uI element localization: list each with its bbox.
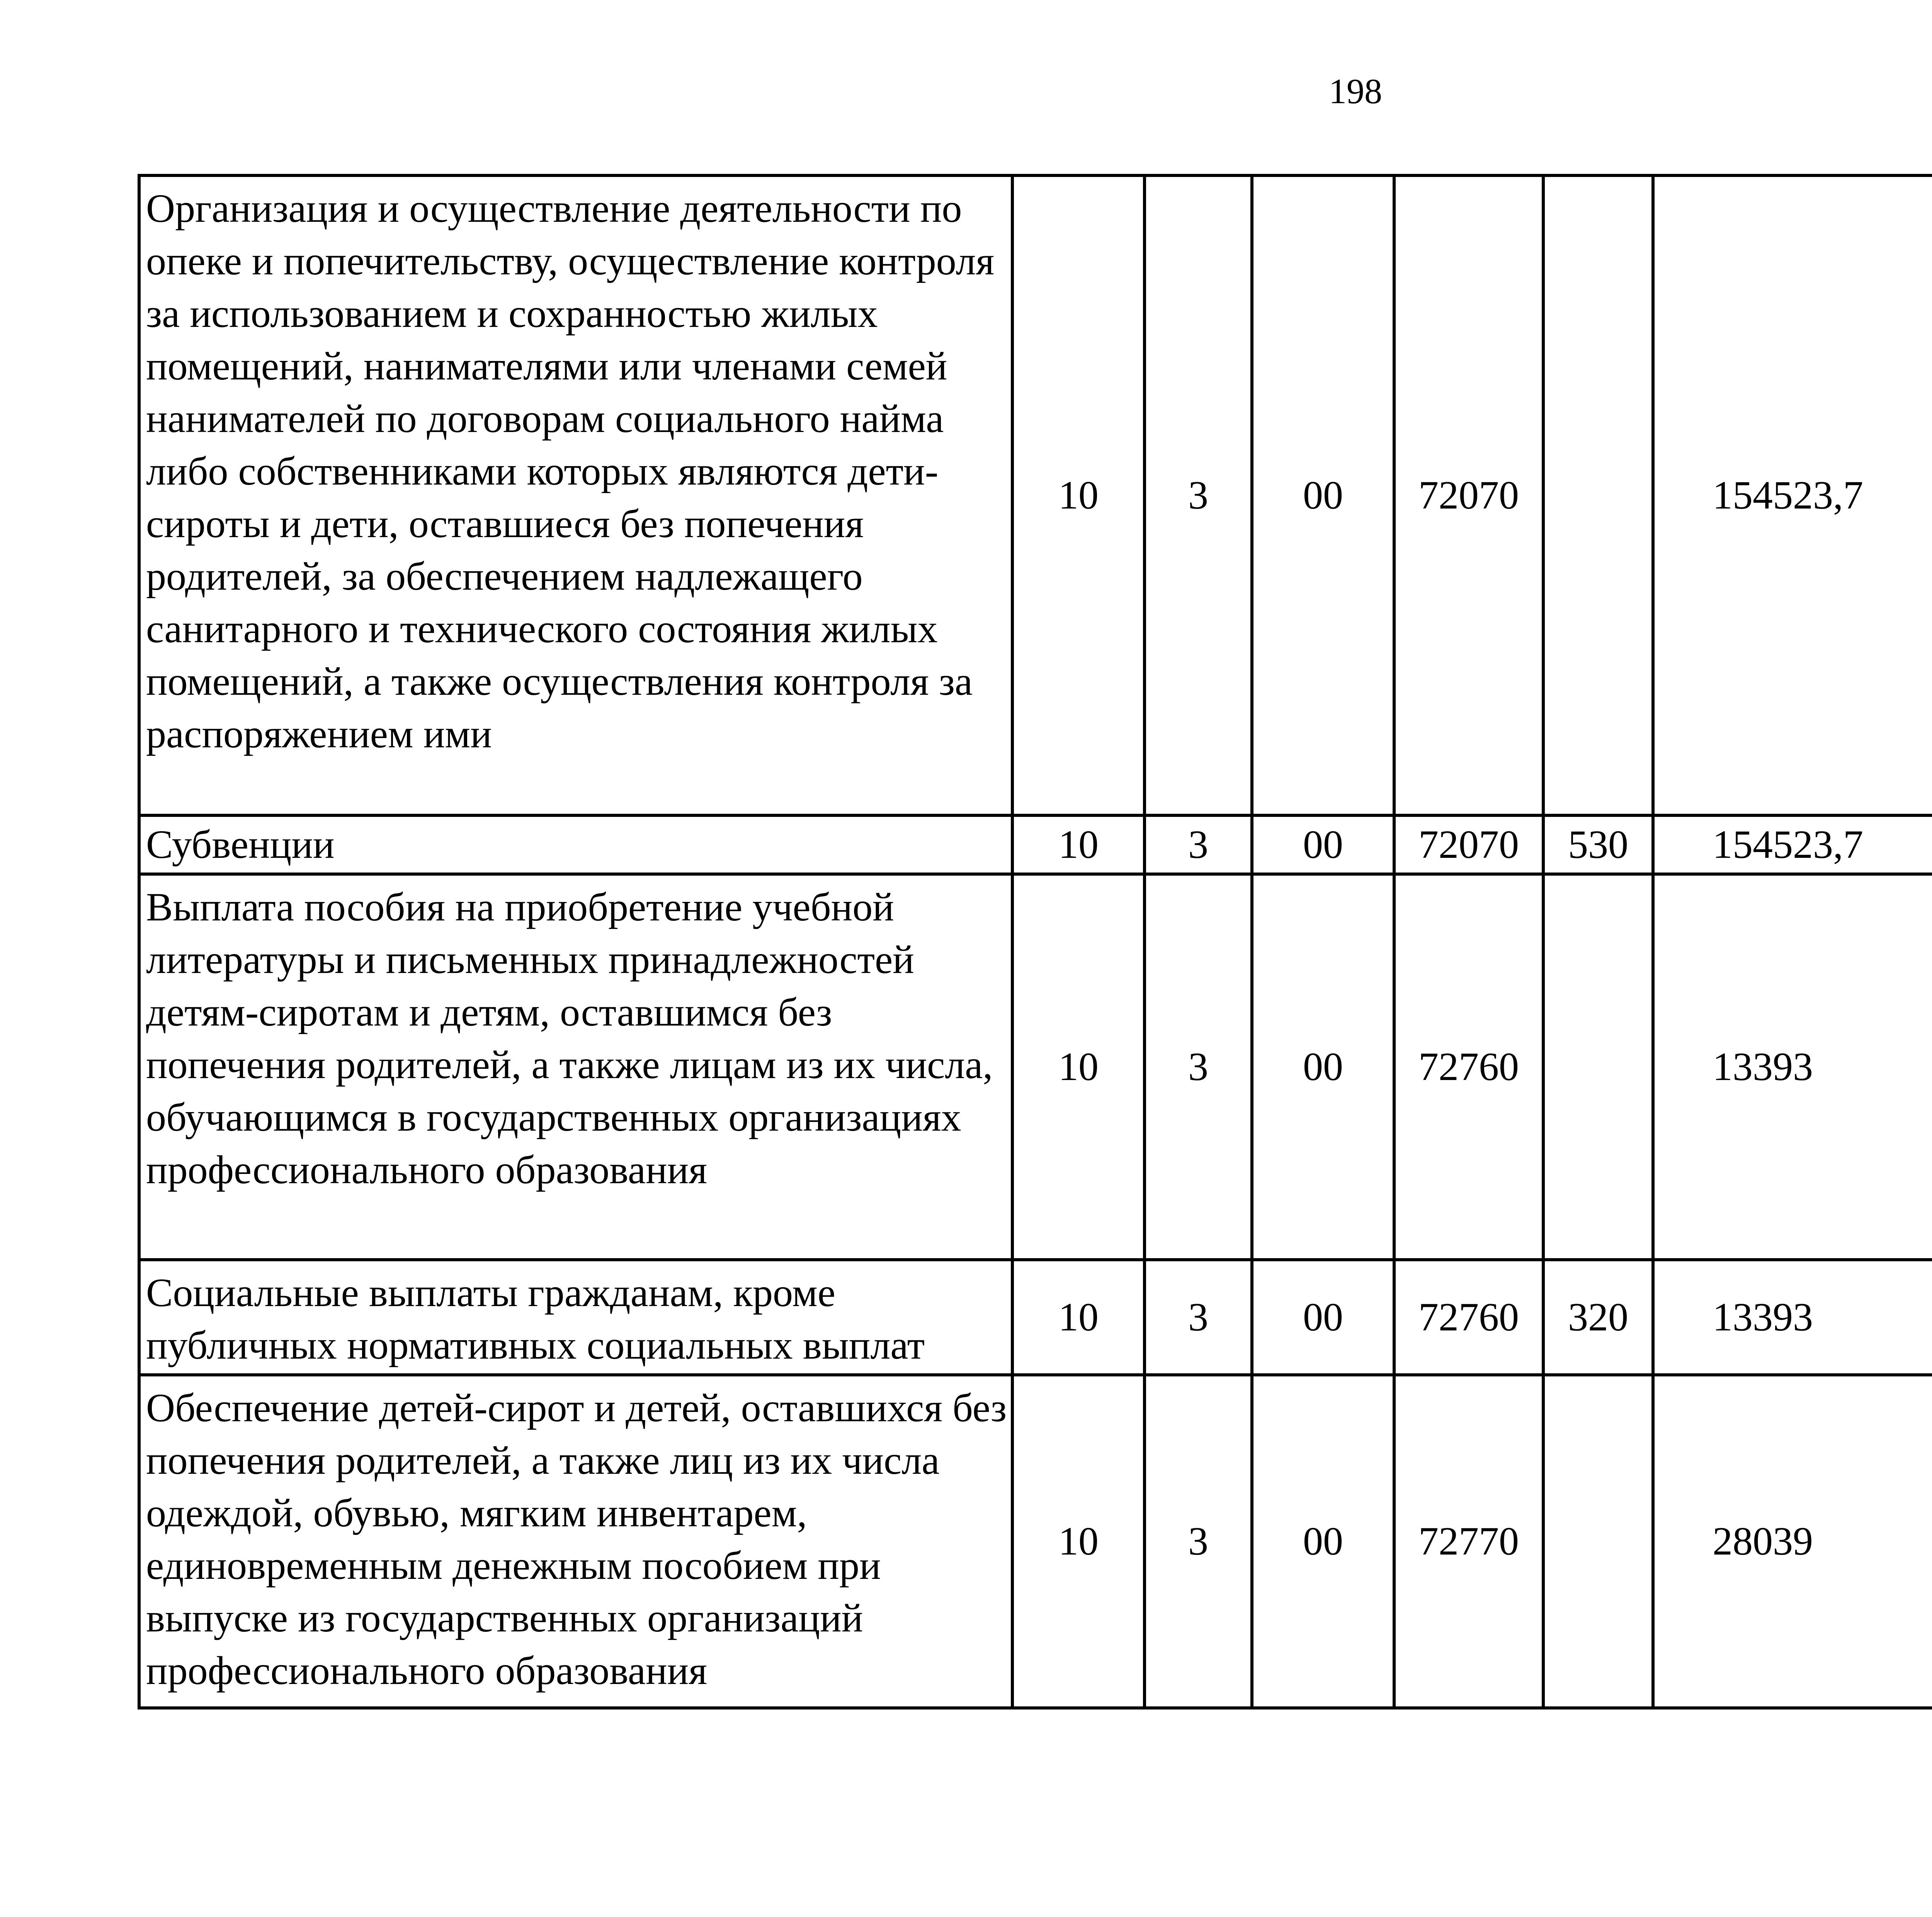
expense-type-code: [1543, 175, 1653, 815]
budget-table: [138, 174, 1932, 1709]
expense-type-code: [1543, 874, 1653, 1260]
subsection-code: 3: [1145, 1375, 1252, 1708]
target-item-code: 72760: [1394, 874, 1543, 1260]
expense-type-code: [1543, 1375, 1653, 1708]
table-row: [139, 815, 1932, 874]
expense-name: Выплата пособия на приобретение учебной литературы и письменных принадлежностей детям-сиротам и детям, оставшимся без попечения родителей, а также лицам из их числа, обучающимся в государственных организациях профессионального образования: [139, 874, 1012, 1260]
target-item-code: 72770: [1394, 1375, 1543, 1708]
section-code: 10: [1012, 1260, 1145, 1375]
target-item-code: 72070: [1394, 815, 1543, 874]
page-number: 198: [1329, 71, 1382, 111]
expense-name: Обеспечение детей-сирот и детей, оставшихся без попечения родителей, а также лиц из их числа одеждой, обувью, мягким инвентарем, единовременным денежным пособием при выпуске из государственных организаций профессионального образования: [139, 1375, 1012, 1708]
subsection-code: 3: [1145, 815, 1252, 874]
expense-type-code: 530: [1543, 815, 1653, 874]
expense-name: Субвенции: [139, 815, 1012, 874]
expense-name: Организация и осуществление деятельности по опеке и попечительству, осуществление контроля за использованием и сохранностью жилых помещений, нанимателями или членами семей нанимателей по договорам социального найма либо собственниками которых являются дети-сироты и дети, оставшиеся без попечения родителей, за обеспечением надлежащего санитарного и технического состояния жилых помещений, а также осуществления контроля за распоряжением ими: [139, 175, 1012, 815]
section-code: 10: [1012, 1375, 1145, 1708]
expense-name: Социальные выплаты гражданам, кроме публичных нормативных социальных выплат: [139, 1260, 1012, 1375]
amount-year-1: 13393: [1653, 1260, 1932, 1375]
table-row: [139, 1375, 1932, 1708]
expense-type-code: 320: [1543, 1260, 1653, 1375]
subsection-code: 3: [1145, 175, 1252, 815]
amount-year-1: 13393: [1653, 874, 1932, 1260]
table-row: [139, 175, 1932, 815]
program-code: 00: [1252, 874, 1394, 1260]
program-code: 00: [1252, 1375, 1394, 1708]
program-code: 00: [1252, 1260, 1394, 1375]
amount-year-1: 154523,7: [1653, 175, 1932, 815]
section-code: 10: [1012, 874, 1145, 1260]
table-row: [139, 874, 1932, 1260]
program-code: 00: [1252, 815, 1394, 874]
section-code: 10: [1012, 175, 1145, 815]
amount-year-1: 154523,7: [1653, 815, 1932, 874]
target-item-code: 72760: [1394, 1260, 1543, 1375]
subsection-code: 3: [1145, 874, 1252, 1260]
amount-year-1: 28039: [1653, 1375, 1932, 1708]
target-item-code: 72070: [1394, 175, 1543, 815]
subsection-code: 3: [1145, 1260, 1252, 1375]
table-row: [139, 1260, 1932, 1375]
section-code: 10: [1012, 815, 1145, 874]
program-code: 00: [1252, 175, 1394, 815]
